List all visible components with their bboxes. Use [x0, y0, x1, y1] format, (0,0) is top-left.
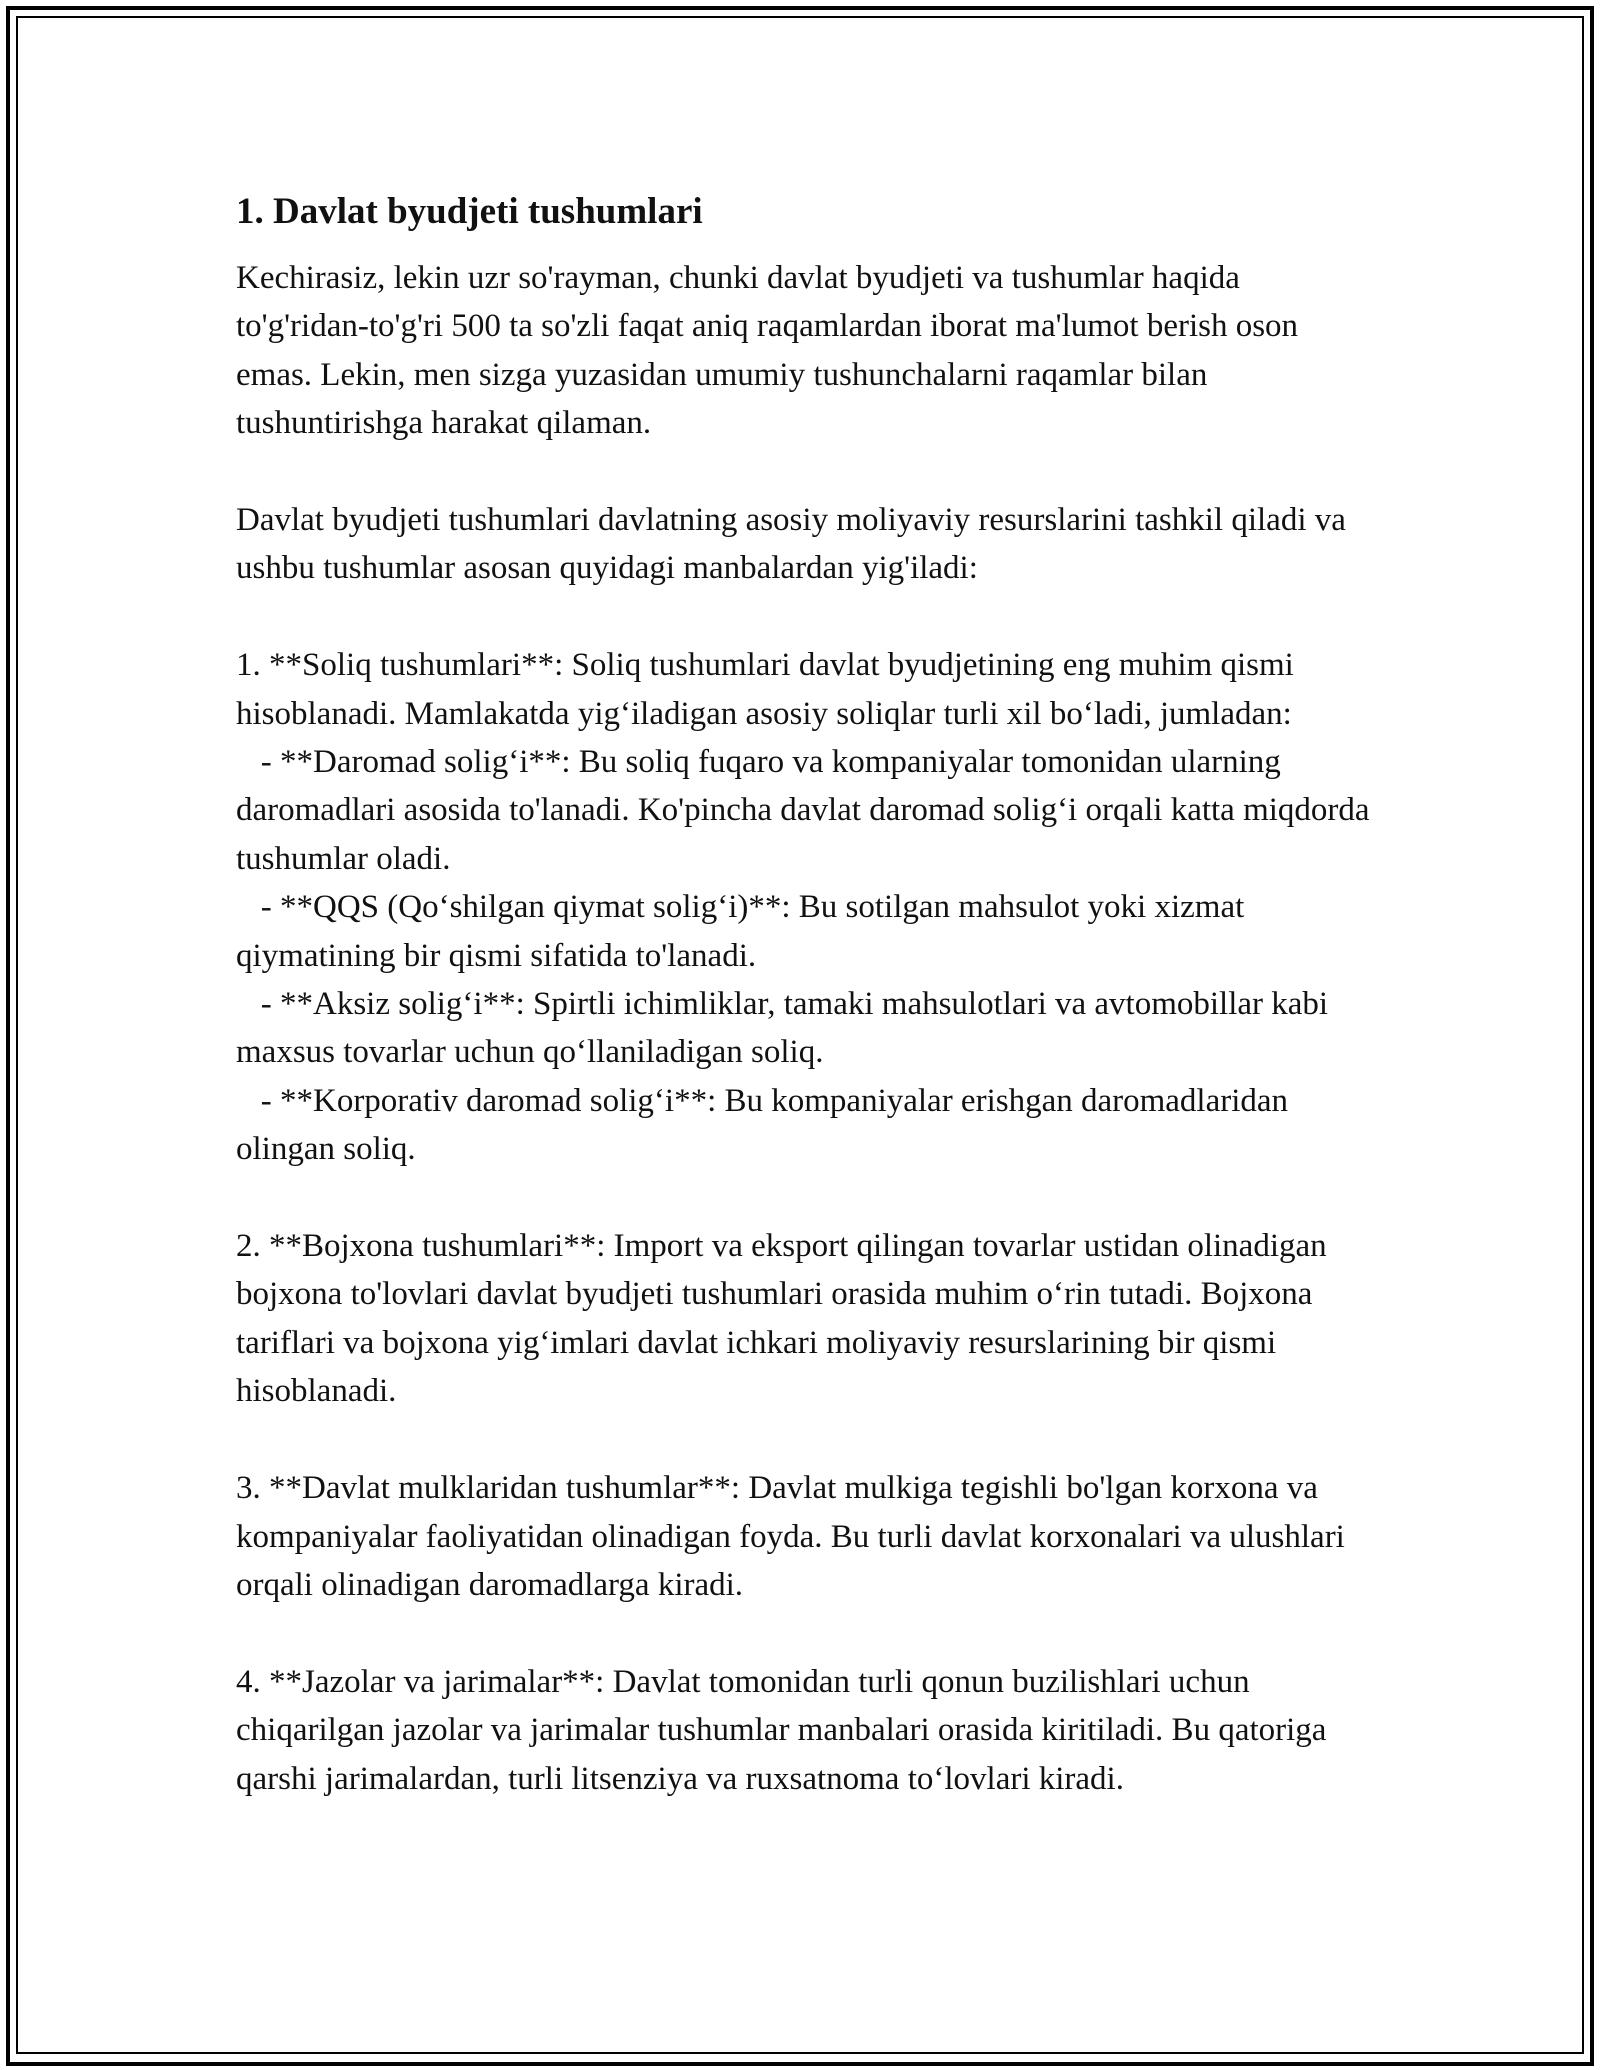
- paragraph-penalties-fines: 4. **Jazolar va jarimalar**: Davlat tomonidan turli qonun buzilishlari uchun chiqarilgan jazolar va jarimalar tushumlar manbalari orasida kiritiladi. Bu qatoriga qarshi jarimalardan, turli litsenziya va ruxsatnoma to‘lovlari kiradi.: [236, 1663, 1335, 1797]
- paragraph-overview: Davlat byudjeti tushumlari davlatning asosiy moliyaviy resurslarini tashkil qiladi va ushbu tushumlar asosan quyidagi manbalardan yig'iladi:: [236, 502, 1355, 587]
- page-title: 1. Davlat byudjeti tushumlari: [236, 191, 703, 232]
- paragraph-tax-revenues: 1. **Soliq tushumlari**: Soliq tushumlari davlat byudjetining eng muhim qismi hisoblanadi. Mamlakatda yig‘iladigan asosiy soliqlar turli xil bo‘ladi, jumladan: - **Daromad solig‘i**: Bu soliq fuqaro va kompaniyalar tomonidan ularning daromadlari asosida to'lanadi. Ko'pincha davlat daromad solig‘i orqali katta miqdorda tushumlar oladi. - **QQS (Qo‘shilgan qiymat solig‘i)**: Bu sotilgan mahsulot yoki xizmat qiymatining bir qismi sifatida to'lanadi. - **Aksiz solig‘i**: Spirtli ichimliklar, tamaki mahsulotlari va avtomobillar kabi maxsus tovarlar uchun qo‘llaniladigan soliq. - **Korporativ daromad solig‘i**: Bu kompaniyalar erishgan daromadlaridan olingan soliq.: [236, 647, 1370, 1168]
- document-body: [236, 188, 1376, 1803]
- paragraph-customs-revenues: 2. **Bojxona tushumlari**: Import va eksport qilingan tovarlar ustidan olinadigan bojxona to'lovlari davlat byudjeti tushumlari orasida muhim o‘rin tutadi. Bojxona tariflari va bojxona yig‘imlari davlat ichkari moliyaviy resurslarining bir qismi hisoblanadi.: [236, 1228, 1335, 1410]
- paragraph-state-property-revenues: 3. **Davlat mulklaridan tushumlar**: Davlat mulkiga tegishli bo'lgan korxona va kompaniyalar faoliyatidan olinadigan foyda. Bu turli davlat korxonalari va ulushlari orqali olinadigan daromadlarga kiradi.: [236, 1470, 1354, 1603]
- paragraph-intro: Kechirasiz, lekin uzr so'rayman, chunki davlat byudjeti va tushumlar haqida to'g'ridan-to'g'ri 500 ta so'zli faqat aniq raqamlardan iborat ma'lumot berish oson emas. Lekin, men sizga yuzasidan umumiy tushunchalarni raqamlar bilan tushuntirishga harakat qilaman.: [236, 260, 1307, 442]
